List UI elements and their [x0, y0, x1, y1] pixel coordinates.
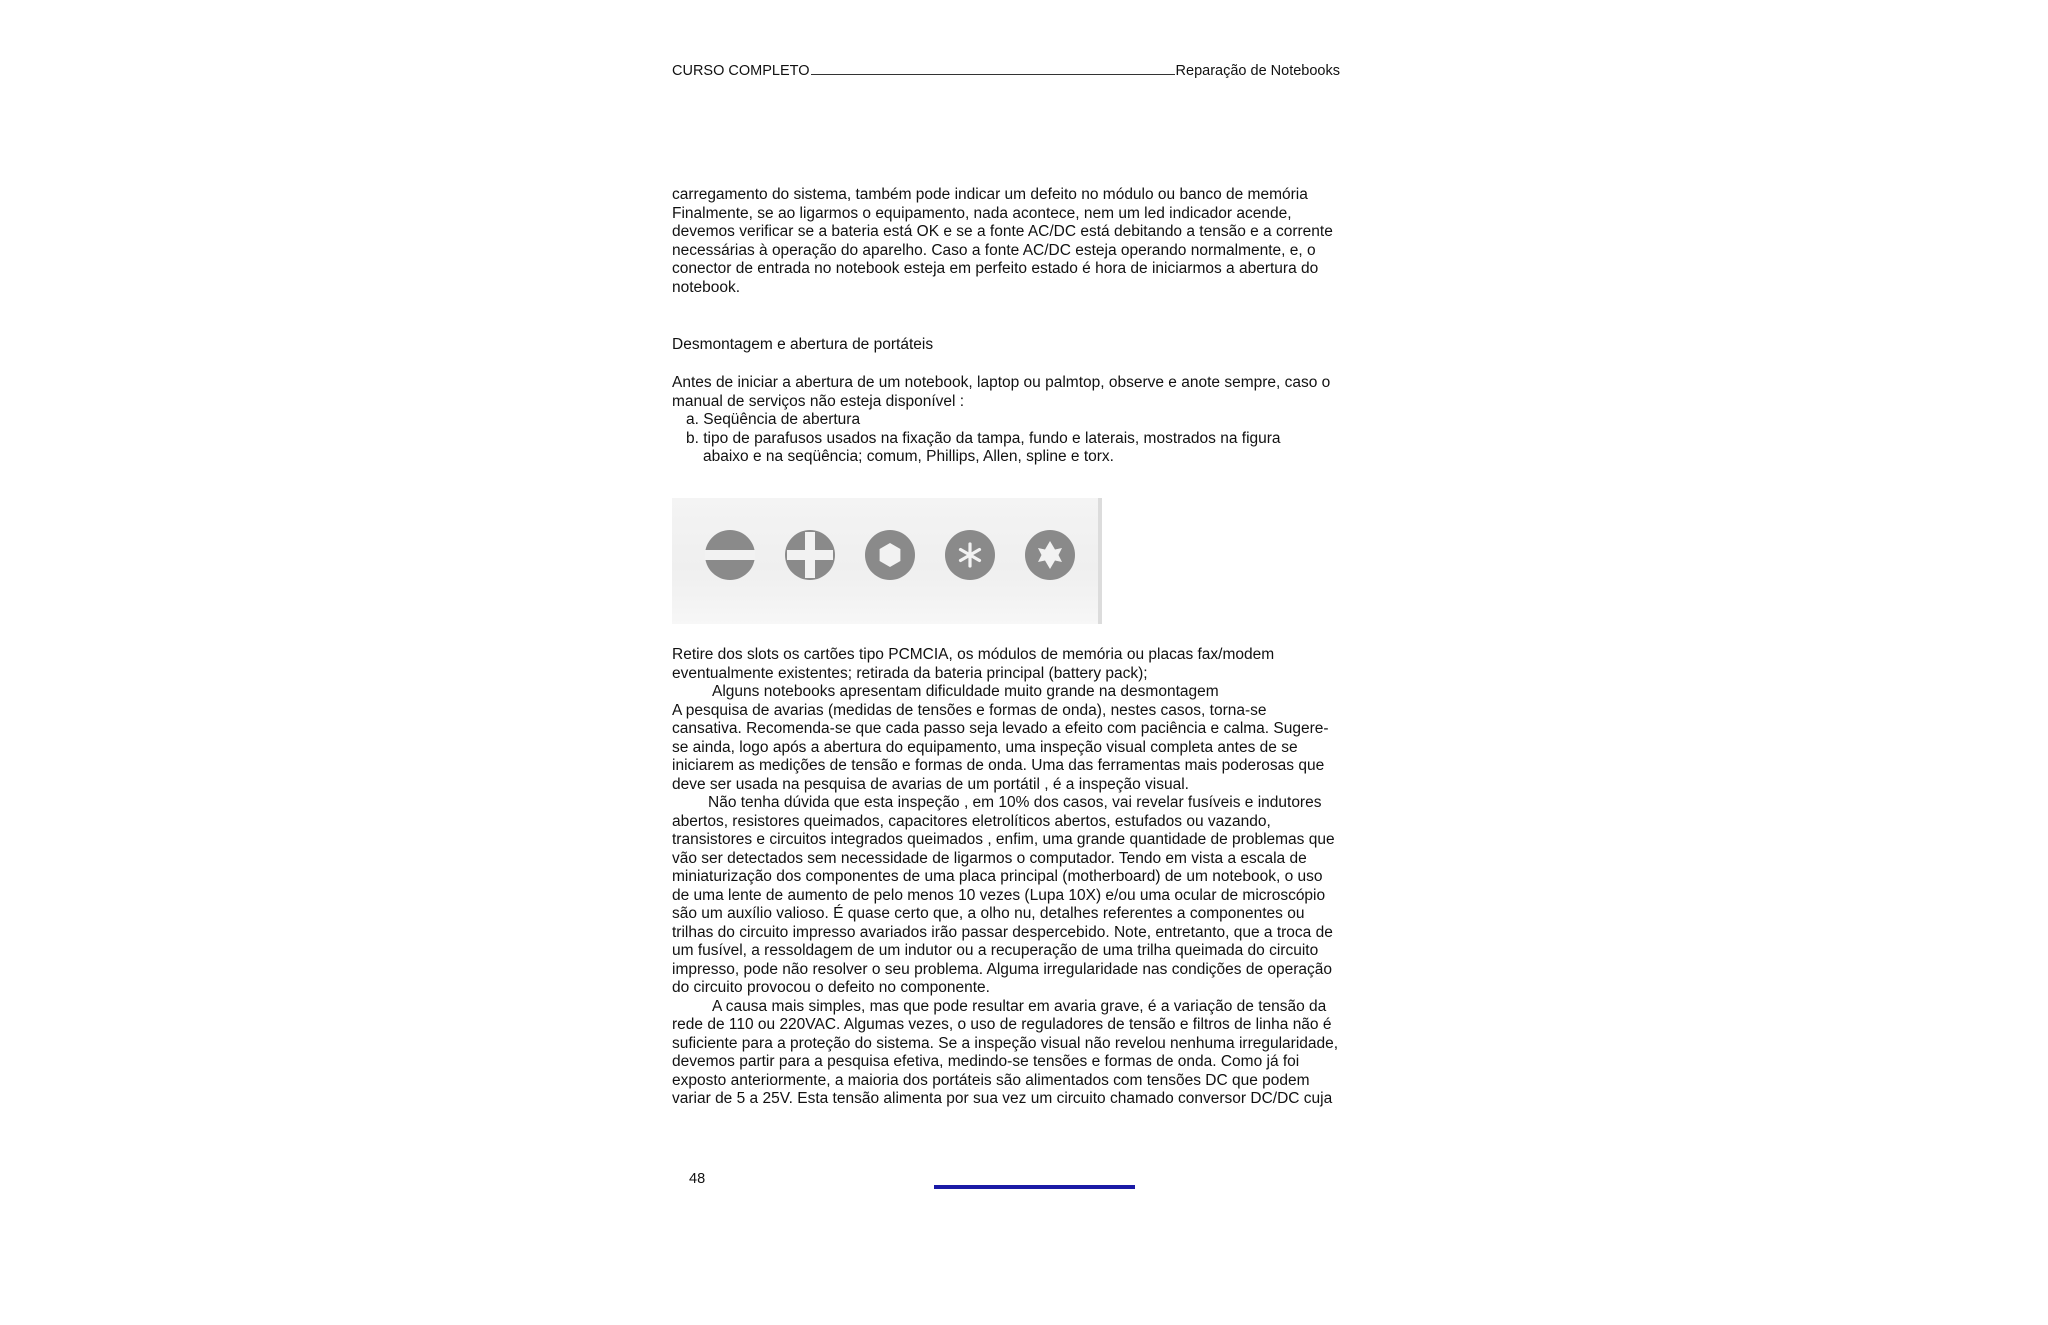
- footer-bar: [934, 1185, 1135, 1189]
- section-heading: [672, 336, 1372, 355]
- text-line: exposto anteriormente, a maioria dos portáteis são alimentados com tensões DC que podem: [672, 1071, 1310, 1089]
- text-line: variar de 5 a 25V. Esta tensão alimenta por sua vez um circuito chamado conversor DC/DC cuja: [672, 1090, 1333, 1107]
- text-line: A pesquisa de avarias (medidas de tensões e formas de onda), nestes casos, torna-se: [672, 701, 1267, 719]
- text-line: carregamento do sistema, também pode indicar um defeito no módulo ou banco de memória: [672, 186, 1308, 203]
- text-line: abertos, resistores queimados, capacitores eletrolíticos abertos, estufados ou vazando,: [672, 812, 1271, 830]
- allen-screw-icon: [865, 530, 915, 580]
- text-line: Finalmente, se ao ligarmos o equipamento, nada acontece, nem um led indicador acende,: [672, 204, 1292, 222]
- list-item-b: b. tipo de parafusos usados na fixação da tampa, fundo e laterais, mostrados na figura: [686, 429, 1281, 447]
- text-line: A causa mais simples, mas que pode resultar em avaria grave, é a variação de tensão da: [712, 997, 1327, 1015]
- list-item-a: a. Seqüência de abertura: [686, 411, 861, 428]
- text-line: manual de serviços não esteja disponível :: [672, 392, 965, 410]
- torx-screw-icon: [1025, 530, 1075, 580]
- header-left-text: CURSO COMPLETO: [672, 63, 810, 79]
- body-text: [672, 646, 1372, 1109]
- phillips-screw-icon: [785, 530, 835, 580]
- text-line: conector de entrada no notebook esteja em perfeito estado é hora de iniciarmos a abertura do: [672, 260, 1319, 277]
- spline-screw-icon: [945, 530, 995, 580]
- text-line: cansativa. Recomenda-se que cada passo seja levado a efeito com paciência e calma. Sugere-: [672, 720, 1329, 737]
- text-line: devemos verificar se a bateria está OK e se a fonte AC/DC está debitando a tensão e a corrente: [672, 223, 1333, 240]
- text-line: suficiente para a proteção do sistema. Se a inspeção visual não revelou nenhuma irregularidade,: [672, 1034, 1339, 1052]
- text-line: de uma lente de aumento de pelo menos 10 vezes (Lupa 10X) e/ou uma ocular de microscópio: [672, 886, 1326, 904]
- list-item-b-continued: abaixo e na seqüência; comum, Phillips, Allen, spline e torx.: [703, 448, 1114, 465]
- text-line: deve ser usada na pesquisa de avarias de um portátil , é a inspeção visual.: [672, 775, 1189, 793]
- text-line: são um auxílio valioso. É quase certo que, a olho nu, detalhes referentes a componentes ou: [672, 905, 1305, 922]
- text-line: se ainda, logo após a abertura do equipamento, uma inspeção visual completa antes de se: [672, 738, 1298, 756]
- screw-icons-svg: [672, 498, 1102, 624]
- text-line: necessárias à operação do aparelho. Caso a fonte AC/DC esteja operando normalmente, e, o: [672, 241, 1316, 259]
- lead-paragraph: [672, 374, 1372, 467]
- header-right-text: Reparação de Notebooks: [1175, 63, 1340, 79]
- text-line: rede de 110 ou 220VAC. Algumas vezes, o uso de reguladores de tensão e filtros de linha não é: [672, 1016, 1332, 1033]
- text-line: iniciarem as medições de tensão e formas de onda. Uma das ferramentas mais poderosas que: [672, 757, 1325, 774]
- section-title: Desmontagem e abertura de portáteis: [672, 336, 934, 353]
- running-header: [672, 62, 1340, 80]
- text-line: eventualmente existentes; retirada da bateria principal (battery pack);: [672, 664, 1148, 682]
- text-line: impresso, pode não resolver o seu problema. Alguma irregularidade nas condições de operação: [672, 960, 1333, 978]
- intro-paragraph: [672, 186, 1372, 297]
- text-line: miniaturização dos componentes de uma placa principal (motherboard) de um notebook, o uso: [672, 868, 1323, 885]
- text-line: transistores e circuitos integrados queimados , enfim, uma grande quantidade de problemas que: [672, 831, 1335, 848]
- text-line: notebook.: [672, 278, 741, 296]
- text-line: Retire dos slots os cartões tipo PCMCIA, os módulos de memória ou placas fax/modem: [672, 646, 1275, 663]
- page-number: 48: [689, 1171, 706, 1187]
- slotted-screw-icon: [705, 530, 755, 580]
- text-line: um fusível, a ressoldagem de um indutor ou a recuperação de uma trilha queimada do circuito: [672, 942, 1319, 959]
- screw-types-figure: [672, 498, 1102, 624]
- text-line: do circuito provocou o defeito no componente.: [672, 979, 990, 996]
- text-line: devemos partir para a pesquisa efetiva, medindo-se tensões e formas de onda. Como já foi: [672, 1053, 1300, 1070]
- text-line: Não tenha dúvida que esta inspeção , em 10% dos casos, vai revelar fusíveis e indutores: [708, 794, 1322, 811]
- text-line: trilhas do circuito impresso avariados irão passar despercebido. Note, entretanto, que a troca de: [672, 923, 1333, 941]
- header-rule: [811, 74, 1175, 75]
- text-line: Antes de iniciar a abertura de um notebook, laptop ou palmtop, observe e anote sempre, caso o: [672, 374, 1331, 391]
- text-line: vão ser detectados sem necessidade de ligarmos o computador. Tendo em vista a escala de: [672, 849, 1307, 867]
- text-line: Alguns notebooks apresentam dificuldade muito grande na desmontagem: [712, 683, 1219, 700]
